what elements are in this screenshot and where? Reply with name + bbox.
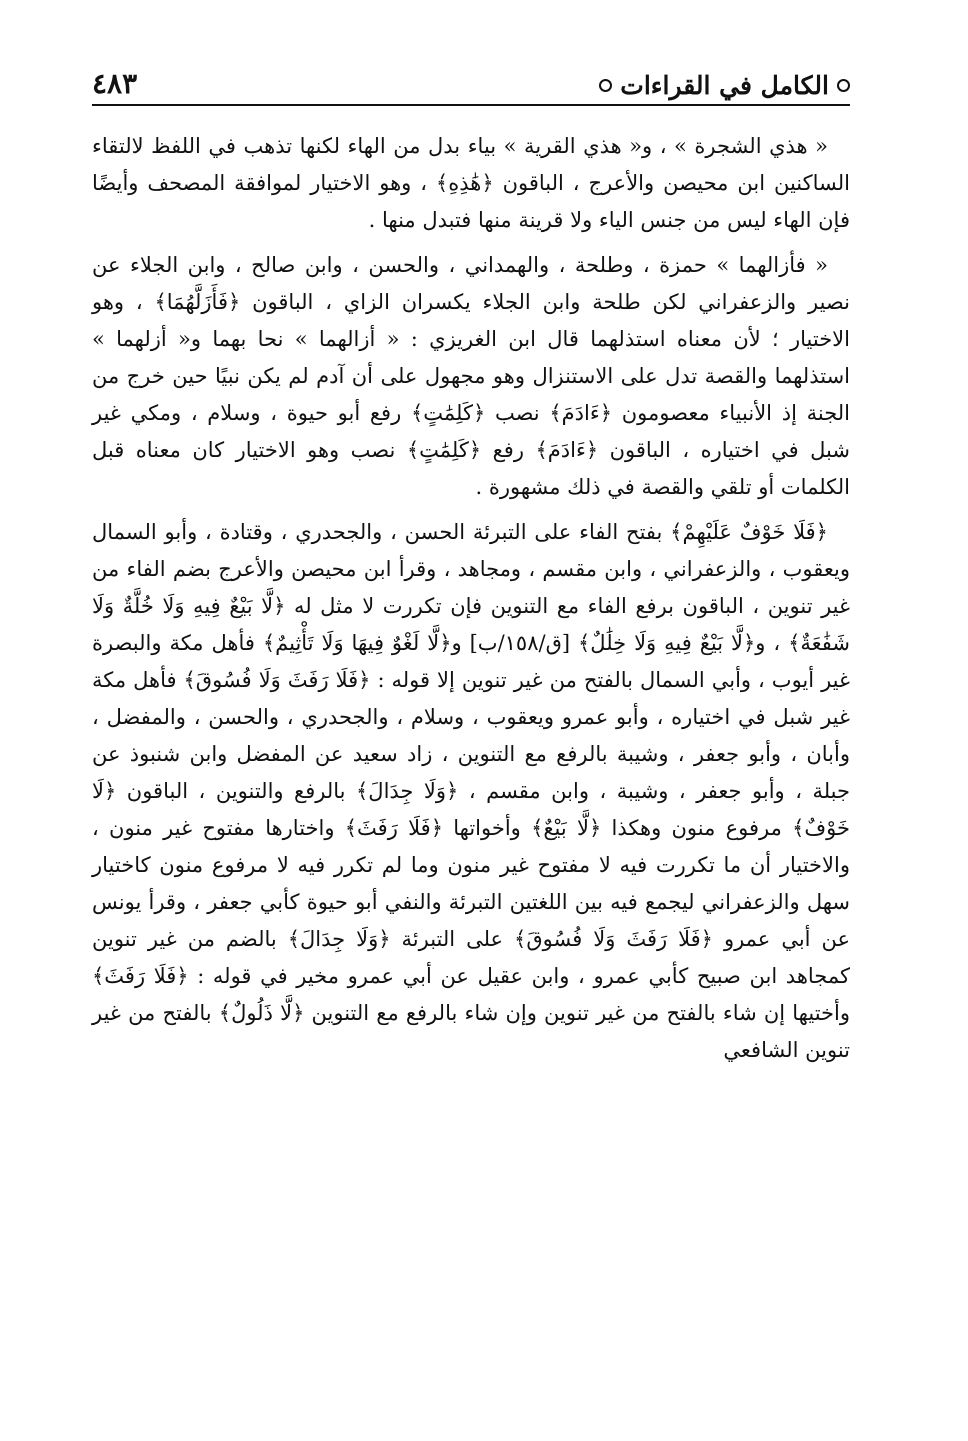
page-header <box>92 52 850 100</box>
main-text <box>92 128 850 1077</box>
page-number: ٤٨٣ <box>92 67 138 100</box>
paragraph: « فأزالهما » حمزة ، وطلحة ، والهمداني ، والحسن ، وابن صالح ، وابن الجلاء عن نصير والزعفراني لكن طلحة وابن الجلاء يكسران الزاي ، الباقون ﴿فَأَزَلَّهُمَا﴾ ، وهو الاختيار ؛ لأن معناه استذلهما قال ابن الغريزي : « أزالهما » نحا بهما و« أزلهما » استذلهما والقصة تدل على الاستنزال وهو مجهول على أن آدم لم يكن نبيًا حين خرج من الجنة إذ الأنبياء معصومون ﴿ءَادَمَ﴾ نصب ﴿كَلِمَٰتٍ﴾ رفع أبو حيوة ، وسلام ، ومكي غير شبل في اختياره ، الباقون ﴿ءَادَمَ﴾ رفع ﴿كَلِمَٰتٍ﴾ نصب وهو الاختيار كان معناه قبل الكلمات أو تلقي والقصة في ذلك مشهورة . <box>92 253 850 499</box>
circle-ornament-icon <box>837 79 850 92</box>
book-title: الكامل في القراءات <box>620 71 829 100</box>
paragraph: « هذي الشجرة » ، و« هذي القرية » بياء بدل من الهاء لكنها تذهب في اللفظ لالتقاء الساكنين ابن محيصن والأعرج ، الباقون ﴿هَٰذِهِ﴾ ، وهو الاختيار لموافقة المصحف وأيضًا فإن الهاء ليس من جنس الياء ولا قرينة منها فتبدل منها . <box>92 134 850 232</box>
running-title <box>599 71 850 100</box>
circle-ornament-icon <box>599 79 612 92</box>
header-divider <box>92 104 850 106</box>
paragraph: ﴿فَلَا خَوْفٌ عَلَيْهِمْ﴾ بفتح الفاء على التبرئة الحسن ، والجحدري ، وقتادة ، وأبو السمال ويعقوب ، والزعفراني ، وابن مقسم ، ومجاهد ، وقرأ ابن محيصن والأعرج بضم الفاء من غير تنوين ، الباقون برفع الفاء مع التنوين فإن تكررت لا مثل له ﴿لَّا بَيْعٌ فِيهِ وَلَا خُلَّةٌ وَلَا شَفَٰعَةٌ﴾ ، و﴿لَّا بَيْعٌ فِيهِ وَلَا خِلَٰلٌ﴾ [ق/١٥٨/ب] و﴿لَّا لَغْوٌ فِيهَا وَلَا تَأْثِيمٌ﴾ فأهل مكة والبصرة غير أيوب ، وأبي السمال بالفتح من غير تنوين إلا قوله : ﴿فَلَا رَفَثَ وَلَا فُسُوقَ﴾ فأهل مكة غير شبل في اختياره ، وأبو عمرو ويعقوب ، وسلام ، والجحدري ، والحسن ، والمفضل ، وأبان ، وأبو جعفر ، وشيبة بالرفع مع التنوين ، زاد سعيد عن المفضل وابن شنبوذ عن جبلة ، وأبو جعفر ، وشيبة ، وابن مقسم ، ﴿وَلَا جِدَالَ﴾ بالرفع والتنوين ، الباقون ﴿لَا خَوْفٌ﴾ مرفوع منون وهكذا ﴿لَّا بَيْعٌ﴾ وأخواتها ﴿فَلَا رَفَثَ﴾ واختارها مفتوح غير منون ، والاختيار أن ما تكررت فيه لا مفتوح غير منون وما لم تكرر فيه لا مرفوع منون كاختيار سهل والزعفراني ليجمع فيه بين اللغتين التبرئة والنفي أبو حيوة كأبي جعفر ، وقرأ يونس عن أبي عمرو ﴿فَلَا رَفَثَ وَلَا فُسُوقَ﴾ على التبرئة ﴿وَلَا جِدَالَ﴾ بالضم من غير تنوين كمجاهد ابن صبيح كأبي عمرو ، وابن عقيل عن أبي عمرو مخير في قوله : ﴿فَلَا رَفَثَ﴾ وأختيها إن شاء بالفتح من غير تنوين وإن شاء بالرفع مع التنوين ﴿لَّا ذَلُولٌ﴾ بالفتح من غير تنوين الشافعي <box>92 520 850 1062</box>
